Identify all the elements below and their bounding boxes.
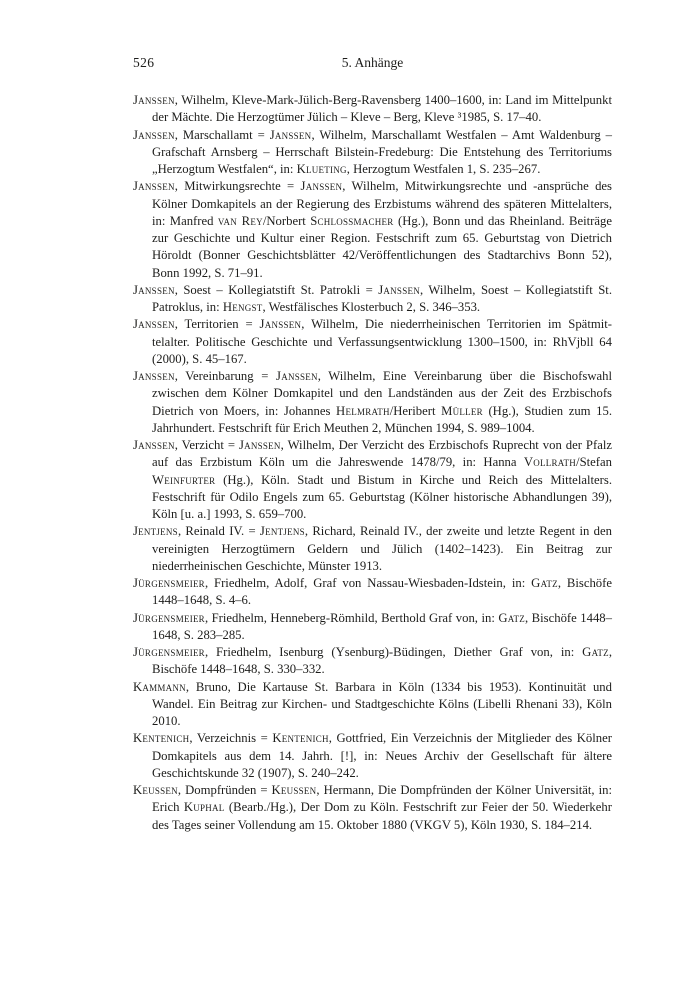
author-name: Kentenich — [133, 731, 190, 746]
author-name: Jentjens — [133, 524, 178, 539]
bibliography-entry — [133, 782, 612, 834]
bibliography-entry — [133, 316, 612, 368]
author-name: Kuphal — [183, 800, 225, 815]
entry-text: , Wilhelm, Die niederrheinischen Territorien im Spätmittelalter. Politische Geschichte und Verfassungsentwicklung 1300–1500, in: RhVjbll 64 (2000), S. 45–167. — [152, 317, 612, 366]
running-header — [133, 54, 612, 72]
entry-text: , Verzicht = — [174, 438, 239, 452]
entry-text: , Wilhelm, Marschallamt Westfalen – Amt Waldenburg – Grafschaft Arnsberg – Herrschaft Bilstein-Fredeburg: Die Entstehung des Territoriums „Herzogtum Westfalen“, in: — [152, 127, 612, 176]
entry-text: , Bischöfe 1448–1648, S. 4–6. — [152, 576, 613, 608]
author-name: Janssen — [133, 93, 175, 107]
bibliography-entry — [133, 282, 612, 317]
author-name: Kentenich — [272, 731, 329, 746]
entry-text: /Stefan — [576, 455, 612, 470]
bibliography-entry — [133, 178, 612, 282]
author-name: Janssen — [259, 317, 302, 332]
author-name: Jürgensmeier — [133, 610, 205, 625]
author-name: van Rey — [217, 213, 263, 228]
entry-text: (Hg.), Studien zum 15. Jahrhundert. Festschrift für Erich Meuthen 2, München 1994, S. 989–1004. — [152, 403, 612, 435]
entry-text: , Soest – Kollegiatstift St. Patrokli = — [174, 282, 379, 297]
entry-text: , Hermann, Die Dompfründen der Kölner Universität, in: Erich — [152, 783, 612, 815]
entry-text: (Hg.), Köln. Stadt und Bistum in Kirche und Reich des Mittelalters. Festschrift für Odilo Engels zum 65. Geburtstag (Kölner historische Abhandlungen 39), Köln [u. a.] 1993, S. 659–700. — [152, 472, 612, 521]
entry-text: (Bearb./Hg.), Der Dom zu Köln. Festschrift zur Feier der 50. Wiederkehr des Tages seiner Vollendung am 15. Oktober 1880 (VKGV 5), Köln 1930, S. 184–214. — [152, 800, 612, 832]
author-name: Janssen — [378, 282, 420, 297]
entry-text: , Reinald IV. = — [177, 524, 260, 539]
author-name: Keussen — [133, 783, 178, 797]
bibliography-entry — [133, 92, 612, 127]
entry-text: , Territorien = — [174, 317, 260, 332]
author-name: Janssen — [133, 179, 175, 194]
bibliography-entry — [133, 644, 612, 679]
author-name: Janssen — [133, 127, 175, 142]
author-name: Helmrath — [336, 403, 390, 418]
bibliography-list — [133, 92, 612, 834]
entry-text: , Marschallamt = — [174, 127, 270, 142]
author-name: Janssen — [133, 438, 175, 452]
entry-text: , Richard, Reinald IV., der zweite und letzte Regent in den vereinigten Herzogtümern Geldern und Jülich (1402–1423). Ein Beitrag zur niederrheinischen Geschichte, Münster 1913. — [152, 524, 613, 573]
author-name: Müller — [441, 403, 483, 418]
author-name: Vollrath — [523, 455, 577, 470]
entry-text: /Heribert — [389, 403, 442, 418]
author-name: Janssen — [300, 179, 343, 194]
author-name: Jürgensmeier — [133, 645, 205, 659]
bibliography-entry — [133, 575, 612, 610]
section-header: 5. Anhänge — [341, 55, 404, 70]
entry-text: , Herzogtum Westfalen 1, S. 235–267. — [346, 162, 541, 176]
author-name: Janssen — [133, 282, 175, 297]
author-name: Janssen — [276, 369, 318, 383]
entry-text: , Mitwirkungsrechte = — [174, 179, 301, 194]
author-name: Janssen — [238, 438, 281, 452]
author-name: Weinfurter — [152, 472, 216, 487]
bibliography-entry — [133, 730, 612, 782]
entry-text: , Westfälisches Klosterbuch 2, S. 346–353. — [262, 300, 481, 314]
entry-text: , Bruno, Die Kartause St. Barbara in Köln (1334 bis 1953). Kontinuität und Wandel. Ein Beitrag zur Kirchen- und Stadtgeschichte Kölns (Libelli Rhenani 33), Köln 2010. — [152, 679, 612, 728]
entry-text: , Dompfründen = — [177, 783, 272, 797]
author-name: Gatz — [531, 576, 558, 590]
entry-text: , Friedhelm, Henneberg-Römhild, Berthold Graf von, in: — [204, 610, 499, 625]
bibliography-entry — [133, 127, 612, 179]
entry-text: , Friedhelm, Adolf, Graf von Nassau-Wiesbaden-Idstein, in: — [204, 576, 532, 590]
entry-text: , Bischöfe 1448–1648, S. 283–285. — [152, 610, 612, 642]
bibliography-entry — [133, 437, 612, 523]
entry-text: , Wilhelm, Soest – Kollegiatstift St. Patroklus, in: — [152, 282, 612, 314]
entry-text: , Bischöfe 1448–1648, S. 330–332. — [152, 645, 612, 677]
bibliography-entry — [133, 610, 612, 645]
entry-text: , Wilhelm, Mitwirkungsrechte und -ansprüche des Kölner Domkapitels an der Regierung des Erzbistums während des späteren Mittelalters, in: Manfred — [152, 179, 612, 228]
author-name: Gatz — [582, 645, 609, 659]
entry-text: , Gottfried, Ein Verzeichnis der Mitglieder des Kölner Domkapitels aus dem 14. Jahrh. [!], in: Neues Archiv der Gesellschaft für ältere Geschichtskunde 32 (1907), S. 240–242. — [152, 731, 612, 780]
author-name: Gatz — [498, 610, 526, 625]
author-name: Keussen — [271, 783, 317, 797]
entry-text: , Wilhelm, Kleve-Mark-Jülich-Berg-Ravensberg 1400–1600, in: Land im Mittelpunkt der Mächte. Die Herzogtümer Jülich – Kleve – Berg, Kleve ³1985, S. 17–40. — [152, 93, 612, 125]
author-name: Klueting — [296, 162, 347, 176]
bibliography-entry — [133, 368, 612, 437]
bibliography-entry — [133, 679, 612, 731]
page-number: 526 — [133, 55, 155, 70]
author-name: Jentjens — [259, 524, 305, 539]
author-name: Hengst — [222, 300, 263, 314]
entry-text: , Verzeichnis = — [189, 731, 273, 746]
bibliography-entry — [133, 523, 612, 575]
entry-text: , Wilhelm, Der Verzicht des Erzbischofs Ruprecht von der Pfalz auf das Erzbistum Köln um die Jahreswende 1478/79, in: Hanna — [152, 438, 613, 470]
author-name: Kammann — [133, 679, 186, 694]
entry-text: (Hg.), Bonn und das Rheinland. Beiträge zur Geschichte und Kultur einer Region. Festschrift zum 65. Geburtstag von Dietrich Höroldt (Bonner Geschichtsblätter 42/Veröffentlichungen des Stadtarchivs Bonn 52), Bonn 1992, S. 71–91. — [152, 213, 612, 280]
author-name: Schlossmacher — [310, 213, 394, 228]
author-name: Janssen — [133, 369, 175, 383]
author-name: Janssen — [133, 317, 175, 332]
author-name: Jürgensmeier — [133, 576, 205, 590]
author-name: Janssen — [269, 127, 312, 142]
entry-text: /Norbert — [262, 213, 311, 228]
entry-text: , Friedhelm, Isenburg (Ysenburg)-Büdingen, Diether Graf von, in: — [204, 645, 583, 659]
entry-text: , Wilhelm, Eine Vereinbarung über die Bischofswahl zwischen dem Kölner Domkapitel und den Landständen aus der Zeit des Erzbischofs Dietrich von Moers, in: Johannes — [152, 369, 612, 418]
entry-text: , Vereinbarung = — [174, 369, 277, 383]
